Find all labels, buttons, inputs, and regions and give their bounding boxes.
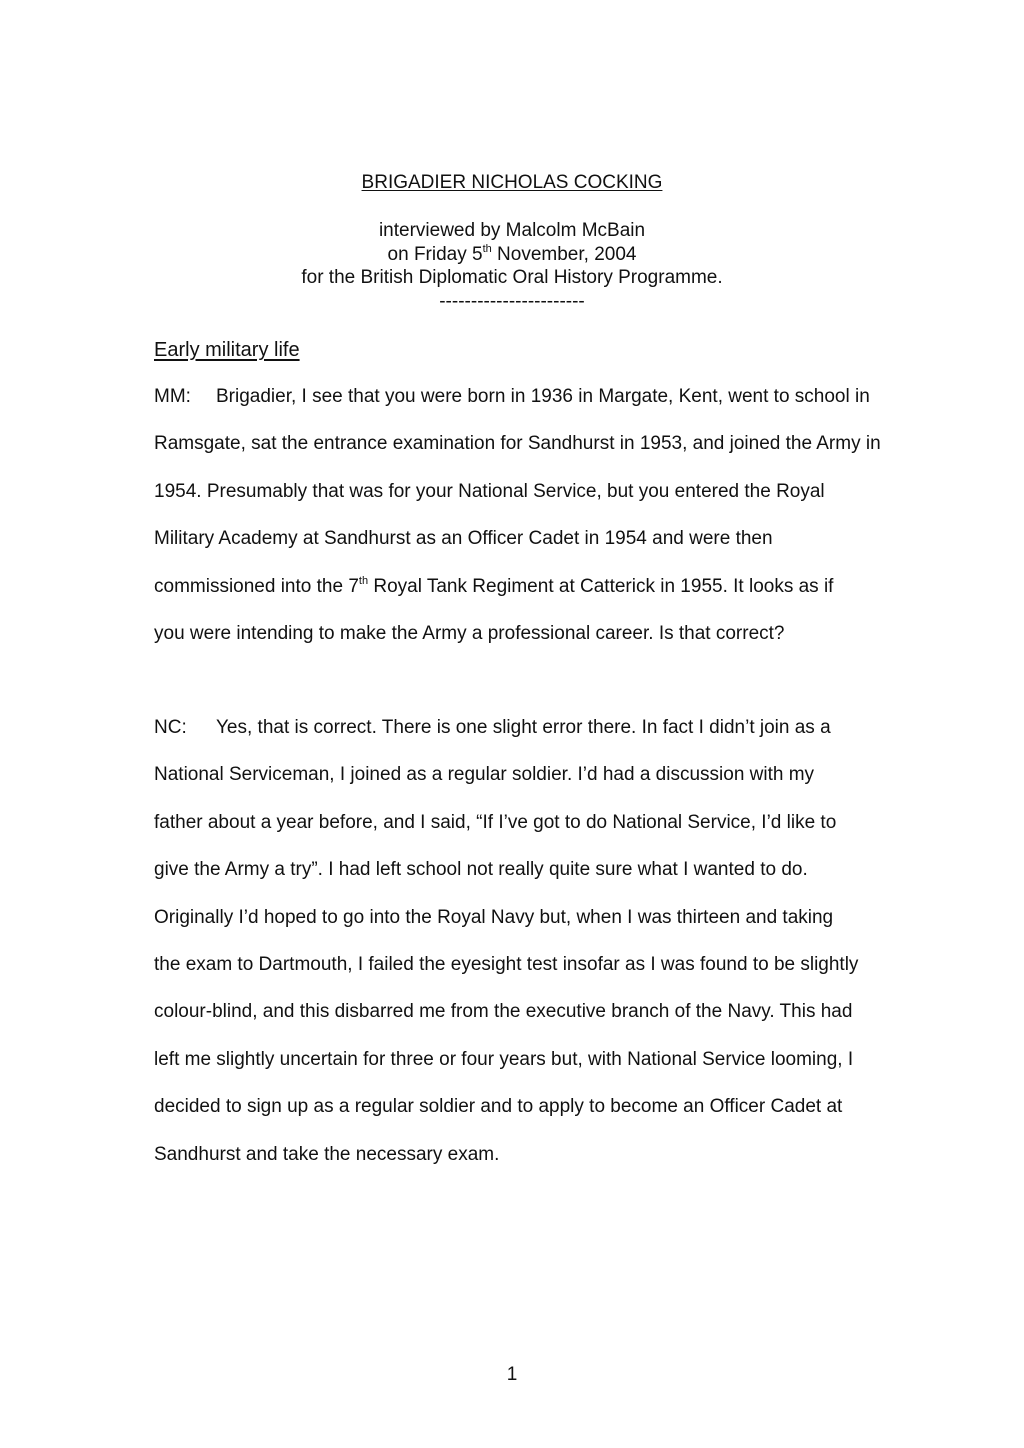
paragraph-line: give the Army a try”. I had left school not really quite sure what I wanted to do. [154, 859, 808, 881]
speaker-label: MM: [154, 386, 191, 407]
line-text: Royal Tank Regiment at Catterick in 1955. It looks as if [368, 575, 834, 597]
line-text: Yes, that is correct. There is one slight error there. In fact I didn’t join as a [216, 717, 831, 738]
document-subtitle [0, 219, 1024, 313]
paragraph-mm [154, 385, 881, 669]
section-heading: Early military life [154, 339, 300, 361]
subtitle-date [0, 243, 1024, 267]
subtitle-separator: ----------------------- [439, 290, 585, 312]
paragraph-line [154, 716, 874, 763]
document-title: BRIGADIER NICHOLAS COCKING [361, 172, 663, 193]
paragraph-nc [154, 716, 874, 1190]
paragraph-line: father about a year before, and I said, “If I’ve got to do National Service, I’d like to [154, 811, 837, 833]
paragraph-line: the exam to Dartmouth, I failed the eyesight test insofar as I was found to be slightly [154, 953, 859, 975]
paragraph-line: Originally I’d hoped to go into the Royal Navy but, when I was thirteen and taking [154, 906, 834, 928]
page-number: 1 [506, 1364, 518, 1385]
paragraph-line: decided to sign up as a regular soldier and to apply to become an Officer Cadet at [154, 1096, 843, 1118]
subtitle-date-ordinal: th [482, 242, 492, 255]
subtitle-date-prefix: on Friday 5 [387, 243, 483, 265]
subtitle-date-suffix: November, 2004 [491, 243, 637, 265]
paragraph-line [154, 385, 874, 432]
paragraph-line: left me slightly uncertain for three or four years but, with National Service looming, I [154, 1048, 854, 1070]
paragraph-line: Sandhurst and take the necessary exam. [154, 1143, 500, 1165]
paragraph-line: Ramsgate, sat the entrance examination for Sandhurst in 1953, and joined the Army in [154, 433, 881, 455]
ordinal-suffix: th [358, 574, 369, 587]
paragraph-line: colour-blind, and this disbarred me from the executive branch of the Navy. This had [154, 1001, 853, 1023]
paragraph-line: National Serviceman, I joined as a regular soldier. I’d had a discussion with my [154, 764, 815, 786]
subtitle-programme: for the British Diplomatic Oral History Programme. [301, 267, 723, 288]
line-text: commissioned into the 7 [154, 575, 359, 597]
paragraph-line: 1954. Presumably that was for your National Service, but you entered the Royal [154, 480, 825, 502]
paragraph-line: you were intending to make the Army a professional career. Is that correct? [154, 622, 785, 644]
paragraph-line: Military Academy at Sandhurst as an Officer Cadet in 1954 and were then [154, 528, 773, 550]
line-text: Brigadier, I see that you were born in 1936 in Margate, Kent, went to school in [216, 386, 870, 407]
paragraph-line [154, 575, 874, 622]
subtitle-interviewer: interviewed by Malcolm McBain [378, 220, 646, 241]
speaker-label: NC: [154, 717, 187, 738]
